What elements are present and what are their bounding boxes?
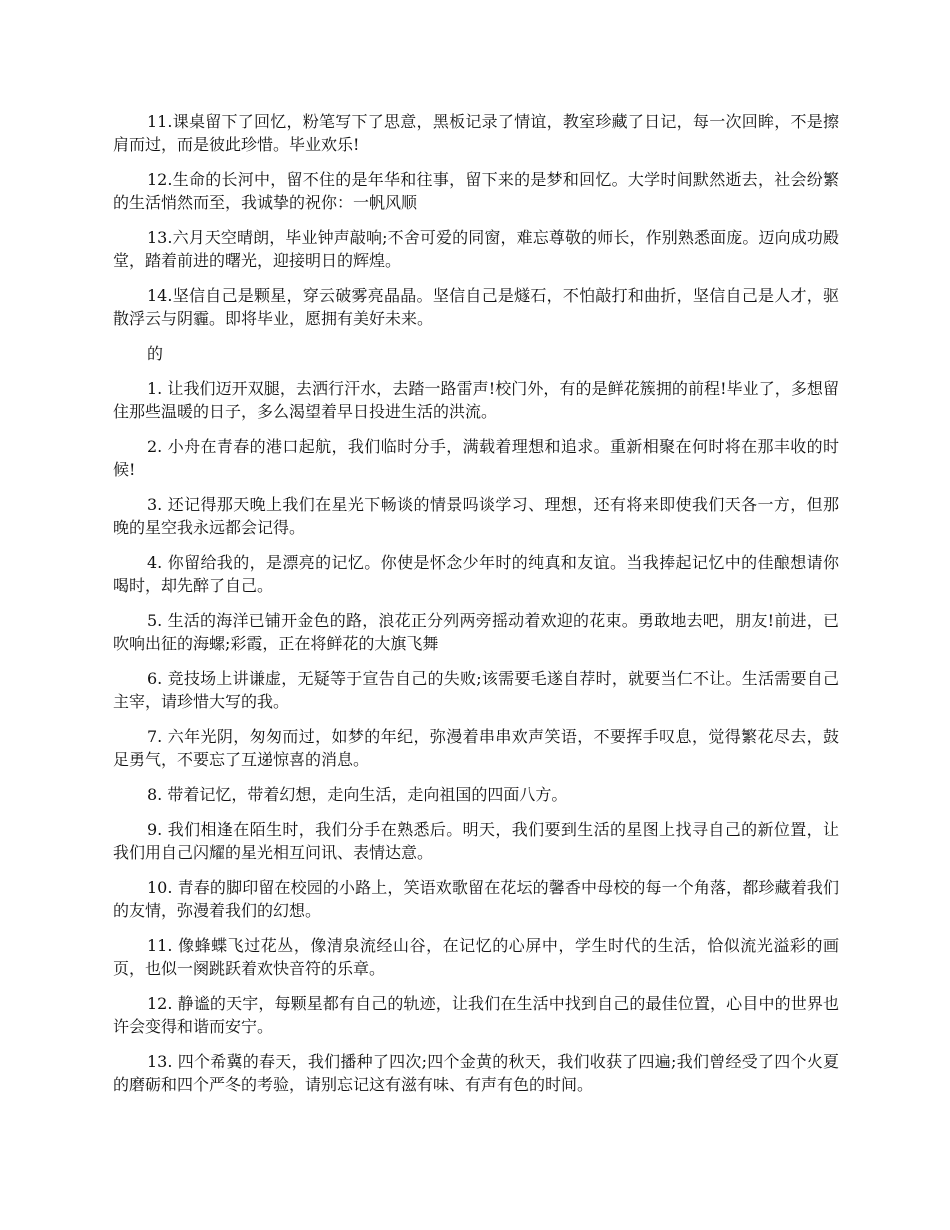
list-item-4: 4. 你留给我的，是漂亮的记忆。你使是怀念少年时的纯真和友谊。当我捧起记忆中的佳酿想请你喝时，却先醉了自己。 <box>113 553 839 595</box>
paragraph-11: 11.课桌留下了回忆，粉笔写下了思意，黑板记录了情谊，教室珍藏了日记，每一次回眸，不是擦肩而过，而是彼此珍惜。毕业欢乐! <box>113 112 839 154</box>
list-item-7: 7. 六年光阴，匆匆而过，如梦的年纪，弥漫着串串欢声笑语，不要挥手叹息，觉得繁花尽去，鼓足勇气，不要忘了互递惊喜的消息。 <box>113 727 839 769</box>
list-item-12: 12. 静谧的天宇，每颗星都有自己的轨迹，让我们在生活中找到自己的最佳位置，心目中的世界也许会变得和谐而安宁。 <box>113 994 839 1036</box>
list-item-10: 10. 青春的脚印留在校园的小路上，笑语欢歌留在花坛的馨香中母校的每一个角落，都珍藏着我们的友情，弥漫着我们的幻想。 <box>113 878 839 920</box>
list-item-1: 1. 让我们迈开双腿，去洒行汗水，去踏一路雷声!校门外，有的是鲜花簇拥的前程!毕业了，多想留住那些温暖的日子，多么渴望着早日投进生活的洪流。 <box>113 379 839 421</box>
list-item-8: 8. 带着记忆，带着幻想，走向生活，走向祖国的四面八方。 <box>147 785 568 804</box>
list-item-11: 11. 像蜂蝶飞过花丛，像清泉流经山谷，在记忆的心屏中，学生时代的生活，恰似流光溢彩的画页，也似一阕跳跃着欢快音符的乐章。 <box>113 936 839 978</box>
paragraph-13: 13.六月天空晴朗，毕业钟声敲响;不舍可爱的同窗，难忘尊敬的师长，作别熟悉面庞。迈向成功殿堂，踏着前进的曙光，迎接明日的辉煌。 <box>113 228 839 270</box>
section-heading: 的 <box>147 344 164 363</box>
list-item-2: 2. 小舟在青春的港口起航，我们临时分手，满载着理想和追求。重新相聚在何时将在那丰收的时候! <box>113 437 839 479</box>
list-item-6: 6. 竞技场上讲谦虚，无疑等于宣告自己的失败;该需要毛遂自荐时，就要当仁不让。生活需要自己主宰，请珍惜大写的我。 <box>113 669 839 711</box>
list-item-13: 13. 四个希冀的春天，我们播种了四次;四个金黄的秋天，我们收获了四遍;我们曾经受了四个火夏的磨砺和四个严冬的考验，请别忘记这有滋有味、有声有色的时间。 <box>113 1052 839 1094</box>
paragraph-12: 12.生命的长河中，留不住的是年华和往事，留下来的是梦和回忆。大学时间默然逝去，社会纷繁的生活悄然而至，我诚挚的祝你：一帆风顺 <box>113 170 839 212</box>
list-item-3: 3. 还记得那天晚上我们在星光下畅谈的情景吗谈学习、理想，还有将来即使我们天各一方，但那晚的星空我永远都会记得。 <box>113 495 839 537</box>
list-item-5: 5. 生活的海洋已铺开金色的路，浪花正分列两旁摇动着欢迎的花束。勇敢地去吧，朋友!前进，已吹响出征的海螺;彩霞，正在将鲜花的大旗飞舞 <box>113 611 839 653</box>
document-page <box>113 110 839 1108</box>
paragraph-14: 14.坚信自己是颗星，穿云破雾亮晶晶。坚信自己是燧石，不怕敲打和曲折，坚信自己是人才，驱散浮云与阴霾。即将毕业，愿拥有美好未来。 <box>113 286 839 328</box>
list-item-9: 9. 我们相逢在陌生时，我们分手在熟悉后。明天，我们要到生活的星图上找寻自己的新位置，让我们用自己闪耀的星光相互问讯、表情达意。 <box>113 820 839 862</box>
